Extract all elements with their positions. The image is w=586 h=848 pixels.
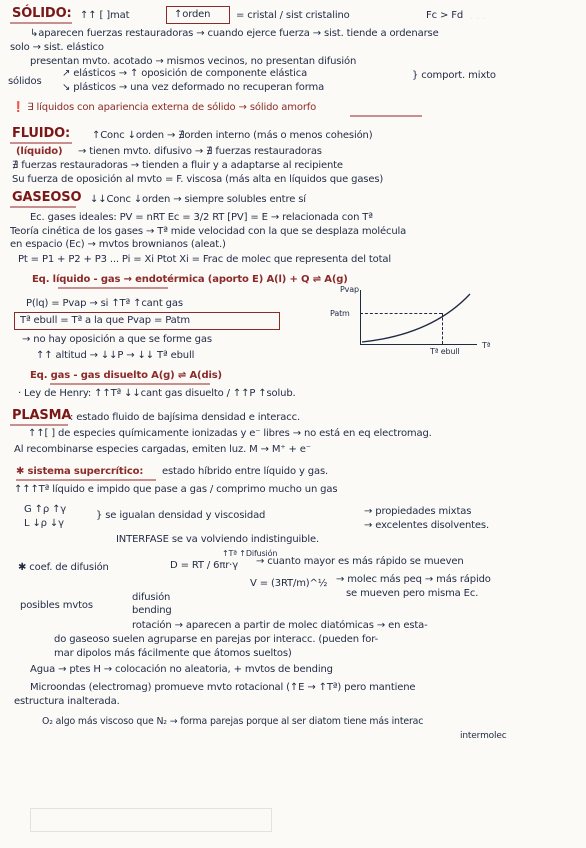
highlight — [16, 479, 156, 481]
text-line: ✱ coef. de difusión — [18, 562, 109, 573]
text-line: ↳aparecen fuerzas restauradoras → cuando ejerce fuerza → sist. tiende a ordenarse — [30, 28, 439, 39]
text-line: Microondas (electromag) promueve mvto rotacional (↑E → ↑Tª) pero mantiene — [30, 682, 416, 693]
text-line: ∄ fuerzas restauradoras → tienden a fluir y a adaptarse al recipiente — [12, 160, 343, 171]
velocity-formula: V = (3RT/m)^½ — [250, 578, 328, 589]
graph-ylabel: Pvap — [340, 285, 359, 294]
text-line: ↑↑[ ] de especies químicamente ionizadas y e⁻ libres → no está en eq electromag. — [28, 428, 432, 439]
text-line: Pt = P1 + P2 + P3 ... Pi = Xi Ptot Xi = Frac de molec que representa del total — [18, 254, 391, 265]
text-line: } se igualan densidad y viscosidad — [96, 510, 266, 521]
bleed-through-text: · · · — [470, 14, 486, 25]
text-line: ↓↓Conc ↓orden → siempre solubles entre sí — [90, 194, 306, 205]
text-line: ↑↑↑Tª líquido e impido que pase a gas / comprimo mucho un gas — [14, 484, 338, 495]
heading-supercritico: ✱ sistema supercrítico: — [16, 466, 144, 477]
text-line: → cuanto mayor es más rápido se mueven — [256, 556, 464, 567]
heading-solido: SÓLIDO: — [12, 6, 72, 21]
text-line: Su fuerza de oposición al mvto = F. viscosa (más alta en líquidos que gases) — [12, 174, 384, 185]
heading-plasma: PLASMA — [12, 408, 72, 423]
text-line: Eq. gas - gas disuelto A(g) ⇌ A(dis) — [30, 370, 222, 381]
diffusion-formula: D = RT / 6πr·γ — [170, 560, 238, 571]
text-line: ↑Tª ↑Difusión — [222, 549, 278, 558]
vapor-pressure-curve — [360, 288, 478, 346]
text-line: difusión — [132, 592, 171, 603]
text-line: INTERFASE se va volviendo indistinguible. — [116, 534, 319, 545]
text-line: en espacio (Ec) → mvtos brownianos (aleat.) — [10, 239, 226, 250]
faint-bleed-box — [30, 808, 272, 832]
text-line: rotación → aparecen a partir de molec diatómicas → en esta- — [132, 620, 428, 631]
heading-gaseoso: GASEOSO — [12, 190, 82, 205]
highlight — [10, 142, 72, 144]
text-line: Teoría cinética de los gases → Tª mide velocidad con la que se desplaza molécula — [10, 226, 407, 237]
text-line: ↑↑ altitud → ↓↓P → ↓↓ Tª ebull — [36, 350, 195, 361]
graph-xmark: Tª ebull — [430, 347, 460, 356]
text-line: estructura inalterada. — [14, 696, 120, 707]
text-line: → tienen mvto. difusivo → ∄ fuerzas restauradoras — [78, 146, 322, 157]
text-line: sólidos — [8, 76, 42, 87]
text-line: mar dipolos más fácilmente que átomos sueltos) — [54, 648, 292, 659]
text-line: ❗ ∃ líquidos con apariencia externa de sólido → sólido amorfo — [12, 102, 317, 113]
text-line: ↗ elásticos → ↑ oposición de componente elástica — [62, 68, 308, 79]
text-line: (líquido) — [16, 146, 63, 157]
graph-xlabel: Tª — [482, 341, 491, 350]
text-line: → no hay oposición a que se forme gas — [22, 334, 212, 345]
boxed-term-text: ↑orden — [174, 9, 211, 20]
text-line: Al recombinarse especies cargadas, emiten luz. M → M⁺ + e⁻ — [14, 444, 311, 455]
highlight — [50, 383, 210, 385]
text-line: Agua → ptes H → colocación no aleatoria, + mvtos de bending — [30, 664, 333, 675]
text-line: → excelentes disolventes. — [364, 520, 490, 531]
highlight — [58, 287, 168, 289]
text-line: presentan mvto. acotado → mismos vecinos, no presentan difusión — [30, 56, 357, 67]
text-line: ↑↑ [ ]mat — [80, 10, 130, 21]
highlight — [10, 206, 76, 208]
text-line: = cristal / sist cristalino — [236, 10, 350, 21]
text-line: intermolec — [460, 731, 507, 741]
text-line: ↑Conc ↓orden → ∄orden interno (más o menos cohesión) — [92, 130, 373, 141]
text-line: G ↑ρ ↑γ — [24, 504, 67, 515]
text-line: se mueven pero misma Ec. — [346, 588, 479, 599]
heading-fluido: FLUIDO: — [12, 126, 71, 141]
graph-ymark: Patm — [330, 309, 350, 318]
text-line: do gaseoso suelen agruparse en parejas por interacc. (pueden for- — [54, 634, 379, 645]
tebull-dashed-line — [442, 313, 443, 344]
text-line: Fc > Fd — [426, 10, 464, 21]
highlight — [350, 115, 422, 117]
text-line: Ec. gases ideales: PV = nRT Ec = 3/2 RT [PV] = E → relacionada con Tª — [30, 212, 373, 223]
boxed-definition-text: Tª ebull = Tª a la que Pvap = Patm — [20, 315, 190, 326]
text-line: P(lq) = Pvap → si ↑Tª ↑cant gas — [26, 298, 183, 309]
text-line: L ↓ρ ↓γ — [24, 518, 64, 529]
text-line: : estado fluido de bajísima densidad e interacc. — [70, 412, 300, 423]
text-line: posibles mvtos — [20, 600, 93, 611]
text-line: · Ley de Henry: ↑↑Tª ↓↓cant gas disuelto / ↑↑P ↑solub. — [18, 388, 296, 399]
text-line: bending — [132, 605, 172, 616]
text-line: } comport. mixto — [412, 70, 496, 81]
text-line: → molec más peq → más rápido — [336, 574, 491, 585]
text-line: O₂ algo más viscoso que N₂ → forma parejas porque al ser diatom tiene más interac — [42, 716, 424, 727]
text-line: solo → sist. elástico — [10, 42, 104, 53]
highlight — [10, 424, 68, 426]
highlight — [10, 22, 72, 24]
text-line: ↘ plásticos → una vez deformado no recuperan forma — [62, 82, 325, 93]
text-line: → propiedades mixtas — [364, 506, 472, 517]
patm-dashed-line — [360, 313, 442, 314]
text-line: estado híbrido entre líquido y gas. — [162, 466, 329, 477]
text-line: Eq. líquido - gas → endotérmica (aporto E) A(l) + Q ⇌ A(g) — [32, 274, 348, 285]
